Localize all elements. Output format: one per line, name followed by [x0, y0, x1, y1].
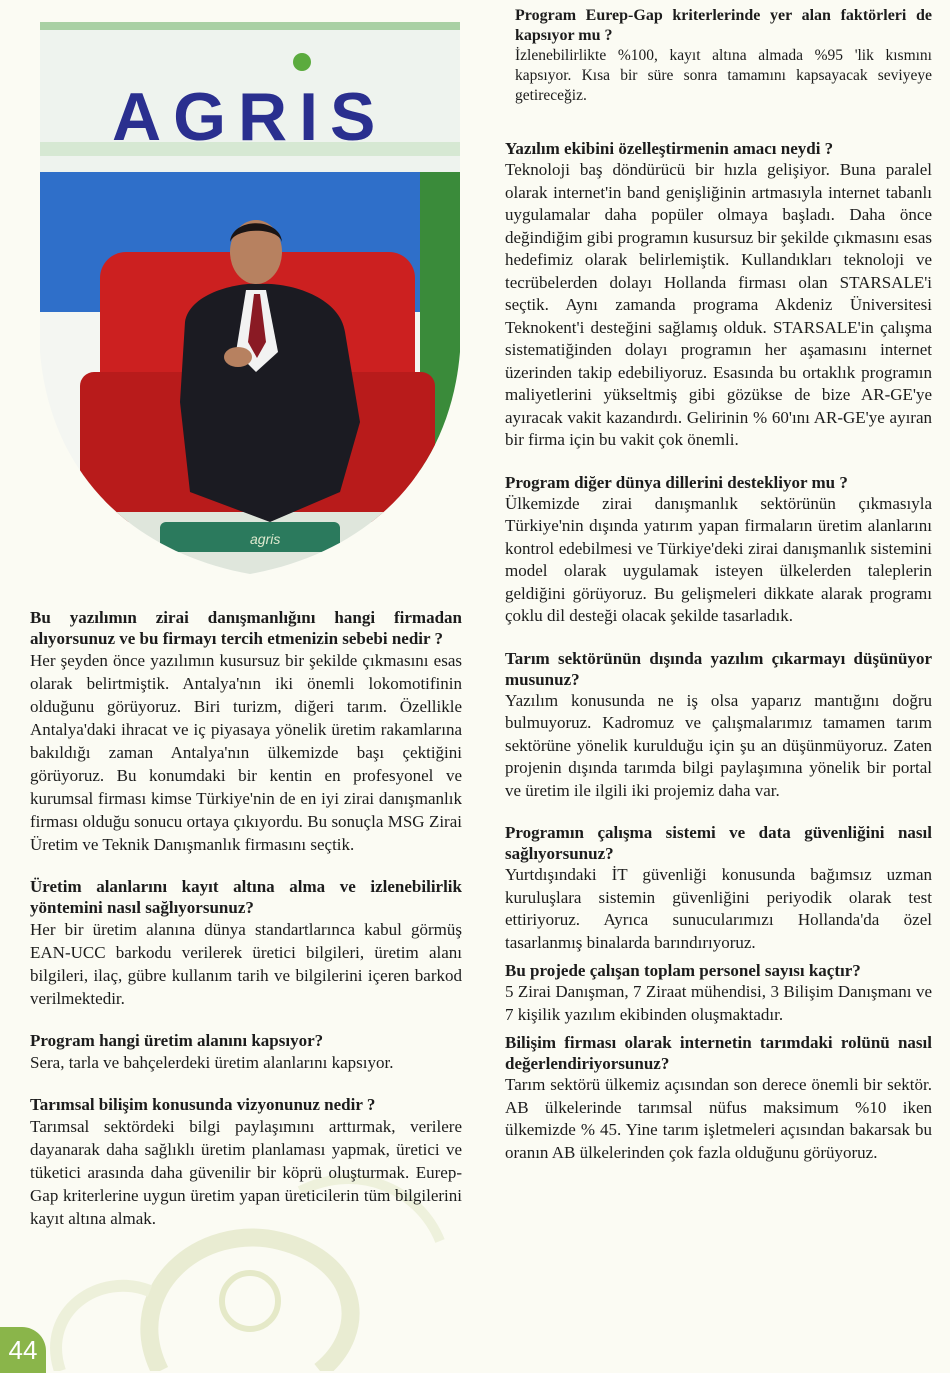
question-heading: Program hangi üretim alanını kapsıyor?	[30, 1031, 324, 1050]
answer-paragraph: Teknoloji baş döndürücü bir hızla gelişiyor. Buna paralel olarak internet'in band genişliğinin artmasıyla internet tabanlı uygulamalar daha popüler olmaya başladı. Daha önce değindiğim gibi programın kusursuz bir şekilde çıkmasını esas hedefimiz olarak belirlemiştik. Kullandıkları teknoloji ve tecrübelerden dolayı Hollanda firması olan STARSALE'i seçtik. Aynı zamanda programa Akdeniz Üniversitesi Teknokent'i desteğini sağlamış olduk. STARSALE'in çalışma sistematiğinden dolayı programın her aşamasını internet üzerinden takip edebiliyoruz. Esasında bu ortaklık programın maliyetlerini yükseltmiş gibi gözükse de bize AR-GE'ye ayıracak vakit kazandırdı. Gelirinin % 60'ını AR-GE'ye ayıran bir firma için bu vakit çok önemli.	[505, 160, 932, 449]
executive-photo	[40, 22, 460, 574]
answer-paragraph: Her şeyden önce yazılımın kusursuz bir şekilde çıkmasını esas olarak belirtmiştik. Antalya'nın iki önemli lokomotifinin olduğunu görüyoruz. Biri turizm, diğeri tarım. Özellikle Antalya'daki ihracat ve iç piyasaya yönelik üretim rakamlarına bakıldığı zaman Antalya'nın ülkemizde başı çektiğini görüyoruz. Bu konumdaki bir kentin en profesyonel ve kurumsal firması kimse Türkiye'nin de en iyi zirai danışmanlık firması olduğu sonucu ortaya çıkıyordu. Bu sonuçla MSG Zirai Üretim ve Teknik Danışmanlık firmasını seçtik.	[30, 651, 462, 854]
question-heading: Program diğer dünya dillerini destekliyor mu ?	[505, 472, 848, 492]
right-column	[505, 0, 932, 1164]
question-heading: Yazılım ekibini özelleştirmenin amacı neydi ?	[505, 139, 834, 158]
question-heading: Programın çalışma sistemi ve data güvenliğini nasıl sağlıyorsunuz?	[505, 823, 932, 863]
question-heading: Tarım sektörünün dışında yazılım çıkarmayı düşünüyor musunuz?	[505, 648, 932, 689]
question-heading: Bu projede çalışan toplam personel sayısı kaçtır?	[505, 961, 861, 980]
page-number: 44	[0, 1327, 46, 1373]
question-heading: Tarımsal bilişim konusunda vizyonunuz nedir ?	[30, 1095, 376, 1114]
answer-paragraph: İzlenebilirlikte %100, kayıt altına almada %95 'lik kısmını kapsıyor. Kısa bir süre sonra tamamını kapsayacak seviyeye getireceğiz.	[515, 47, 932, 104]
question-heading: Bu yazılımın zirai danışmanlığını hangi firmadan alıyorsunuz ve bu firmayı tercih etmenizin sebebi nedir ?	[30, 608, 462, 648]
answer-paragraph: Her bir üretim alanına dünya standartlarınca kabul görmüş EAN-UCC barkodu verilerek üretici bilgileri, üretim alanı bilgileri, ilaç, gübre kullanım tarih ve bilgilerini içeren barkod verilmektedir.	[30, 920, 462, 1008]
logo-text: AGRIS	[112, 79, 388, 155]
answer-paragraph: Tarımsal sektördeki bilgi paylaşımını arttırmak, verilere dayanarak daha sağlıklı üretim planlaması yapmak, üretici ve tüketici arasında daha güvenilir bir köprü oluşturmak. Eurep-Gap kriterlerine uygun üretim yapan üreticilerin tüm bilgilerini kayıt altına almak.	[30, 1117, 462, 1228]
answer-paragraph: Tarım sektörü ülkemiz açısından son derece önemli bir sektör. AB ülkelerinde tarımsal nüfus maksimum %10 iken ülkemizde % 45. Yine tarım işletmeleri açısından bakarsak bu oranın AB ülkelerinden çok fazla olduğunu görüyoruz.	[505, 1075, 932, 1162]
left-column	[30, 607, 462, 1230]
answer-paragraph: Sera, tarla ve bahçelerdeki üretim alanlarını kapsıyor.	[30, 1053, 394, 1072]
question-heading: Program Eurep-Gap kriterlerinde yer alan faktörleri de kapsıyor mu ?	[515, 7, 932, 44]
question-heading: Üretim alanlarını kayıt altına alma ve izlenebilirlik yöntemini nasıl sağlıyorsunuz?	[30, 877, 462, 917]
answer-paragraph: Yazılım konusunda ne iş olsa yaparız mantığını doğru bulmuyoruz. Kadromuz ve çalışmalarımız tamamen tarım sektörüne yönelik kurulduğu için şu an düşünmüyoruz. Zaten projenin dışında tarımda bilgi paylaşımına yönelik bir portal ve üretim ile ilgili iki projemiz daha var.	[505, 690, 932, 800]
answer-paragraph: Yurtdışındaki İT güvenliği konusunda bağımsız uzman kuruluşlara sistemin güvenliğini periyodik olarak test ettiriyoruz. Ayrıca sunucularımızı Hollanda'da özel tasarlanmış binalarda barındırıyoruz.	[505, 865, 932, 952]
question-heading: Bilişim firması olarak internetin tarımdaki rolünü nasıl değerlendiriyorsunuz?	[505, 1033, 932, 1073]
answer-paragraph: 5 Zirai Danışman, 7 Ziraat mühendisi, 3 Bilişim Danışmanı ve 7 kişilik yazılım ekibinden oluşmaktadır.	[505, 982, 932, 1024]
answer-paragraph: Ülkemizde zirai danışmanlık sektörünün çıkmasıyla Türkiye'nin dışında yatırım yapan firmaların üretim alanlarını kontrol edebilmesi ve Türkiye'deki zirai danışmanlık sistemini model olarak uygulamak isteyen ülkelerden taleplerin geldiğini görüyoruz. Bu gelişmeleri dikkate alarak programı çoklu dil desteği olacak şekilde tasarladık.	[505, 493, 932, 625]
sign-text: agris	[250, 531, 281, 547]
